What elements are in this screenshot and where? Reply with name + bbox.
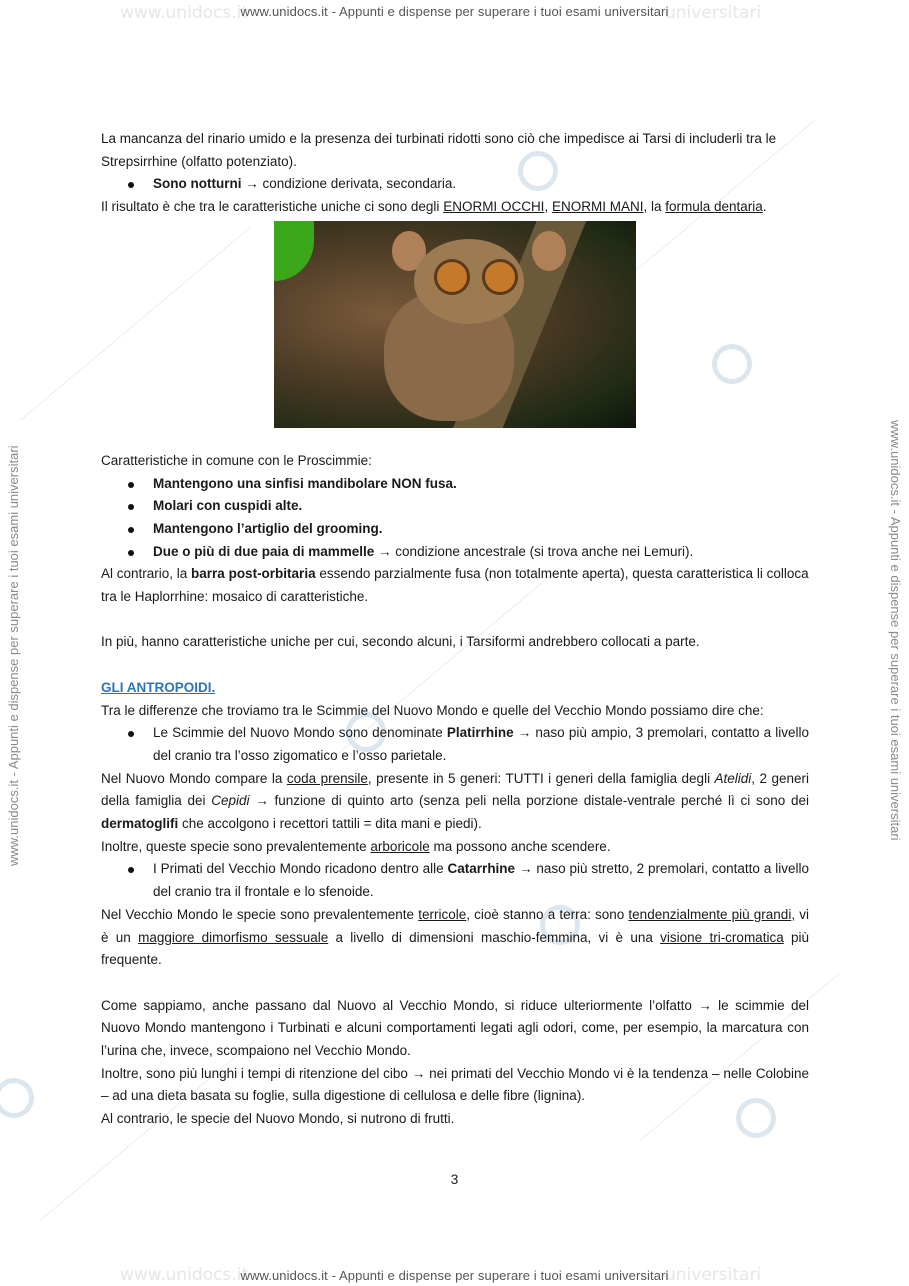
watermark-right-vertical: www.unidocs.it - Appunti e dispense per superare i tuoi esami universitari <box>888 420 903 841</box>
watermark-logo-icon <box>0 1078 34 1118</box>
watermark-ghost-left-bottom: www.unidocs.it <box>120 1265 249 1285</box>
bullet-icon <box>128 504 134 510</box>
paragraph: Inoltre, sono più lunghi i tempi di ritenzione del cibo → nei primati del Vecchio Mondo vi è la tendenza – nelle Colobine – ad una dieta basata su foglie, sulla digestione di cellulosa e delle fibre (lignina). <box>101 1065 809 1104</box>
paragraph <box>101 196 809 219</box>
bullet-bold: Due o più di due paia di mammelle <box>153 543 375 559</box>
paragraph <box>101 836 809 859</box>
paragraph <box>101 904 809 972</box>
underlined-term: formula dentaria <box>665 199 763 215</box>
underlined-term: ENORMI MANI <box>551 199 644 215</box>
text-run: ma possono anche scendere. <box>429 838 611 854</box>
bullet-icon <box>128 867 134 873</box>
bullet-icon <box>128 550 134 556</box>
underlined-term: coda prensile <box>286 770 368 786</box>
underlined-term: ENORMI OCCHI <box>443 199 545 215</box>
text-run: , <box>544 199 552 215</box>
text-run: . <box>762 199 767 215</box>
bold-term: dermatoglifi <box>101 816 179 832</box>
bullet-icon <box>128 482 134 488</box>
text-run: I Primati del Vecchio Mondo ricadono dentro alle <box>153 861 448 877</box>
bullet-icon <box>128 527 134 533</box>
text-run: , la <box>643 199 666 215</box>
italic-term: Atelidi <box>714 770 752 786</box>
watermark-ghost-right: universitari <box>665 3 762 23</box>
bullet-text: Mantengono una sinfisi mandibolare NON fusa. <box>153 475 457 491</box>
text-run: → naso più ampio, 3 premolari, contatto a livello del cranio tra l’osso zigomatico e l’osso parietale. <box>153 725 809 763</box>
text-run: , presente in 5 generi: TUTTI i generi della famiglia degli <box>367 770 715 786</box>
paragraph: La mancanza del rinario umido e la presenza dei turbinati ridotti sono ciò che impedisce ai Tarsi di includerli tra le Strepsirrhine (olfatto potenziato). <box>101 131 777 169</box>
paragraph: Al contrario, le specie del Nuovo Mondo, si nutrono di frutti. <box>101 1111 455 1127</box>
paragraph <box>101 768 809 836</box>
text-run: Inoltre, queste specie sono prevalentemente <box>101 838 371 854</box>
section-heading <box>101 677 809 700</box>
italic-term: Cepidi <box>211 793 250 809</box>
text-run: , 2 generi della famiglia dei <box>101 770 809 809</box>
text-run: → naso più stretto, 2 premolari, contatto a livello del cranio tra il frontale e lo sfenoide. <box>153 861 809 900</box>
bullet-icon <box>128 731 134 737</box>
text-run: Le Scimmie del Nuovo Mondo sono denominate <box>153 725 447 741</box>
watermark-footer: www.unidocs.it - Appunti e dispense per superare i tuoi esami universitari <box>240 1268 669 1283</box>
underlined-term: arboricole <box>370 838 430 854</box>
bullet-icon <box>128 182 134 188</box>
paragraph: Come sappiamo, anche passano dal Nuovo al Vecchio Mondo, si riduce ulteriormente l’olfatto → le scimmie del Nuovo Mondo mantengono i Turbinati e alcuni comportamenti legati agli odori, come, per esempio, la marcatura con l’urina che, invece, scompaiono nel Vecchio Mondo. <box>101 997 809 1059</box>
bullet-item <box>101 858 809 903</box>
text-run: Nel Vecchio Mondo le specie sono prevalentemente <box>101 906 419 922</box>
paragraph: Tra le differenze che troviamo tra le Scimmie del Nuovo Mondo e quelle del Vecchio Mondo possiamo dire che: <box>101 702 764 718</box>
watermark-ghost-right-bottom: universitari <box>665 1265 762 1285</box>
bullet-item <box>101 473 809 496</box>
bullet-text: Mantengono l’artiglio del grooming. <box>153 520 383 536</box>
bullet-item <box>101 722 809 767</box>
text-run: Il risultato è che tra le caratteristiche uniche ci sono degli <box>101 199 444 215</box>
text-run: Al contrario, la <box>101 566 192 582</box>
underlined-term: tendenzialmente più grandi <box>628 906 792 922</box>
underlined-term: visione tri-cromatica <box>660 929 784 945</box>
bullet-item <box>101 495 809 518</box>
bold-term: barra post-orbitaria <box>191 566 316 582</box>
text-run: → funzione di quinto arto (senza peli nella porzione distale-ventrale perché lì ci sono dei <box>249 793 810 809</box>
bullet-item <box>101 173 809 196</box>
bullet-item <box>101 541 809 564</box>
watermark-header: www.unidocs.it - Appunti e dispense per superare i tuoi esami universitari <box>240 4 669 19</box>
bold-term: Platirrhine <box>446 725 514 741</box>
paragraph: Caratteristiche in comune con le Proscimmie: <box>101 452 372 468</box>
text-run: , vi è un <box>101 906 809 945</box>
tarsier-photo <box>274 221 636 428</box>
bold-term: Catarrhine <box>447 861 516 877</box>
bullet-text: → condizione derivata, secondaria. <box>241 176 457 192</box>
watermark-left-vertical: www.unidocs.it - Appunti e dispense per superare i tuoi esami universitari <box>6 445 21 866</box>
watermark-ghost-left: www.unidocs.it <box>120 3 249 23</box>
bullet-text: → condizione ancestrale (si trova anche nei Lemuri). <box>374 543 694 559</box>
underlined-term: maggiore dimorfismo sessuale <box>138 929 329 945</box>
bullet-item <box>101 518 809 541</box>
document-page <box>101 128 809 1131</box>
bullet-bold: Sono notturni <box>153 176 242 192</box>
text-run: Nel Nuovo Mondo compare la <box>101 770 287 786</box>
paragraph <box>101 563 809 608</box>
page-number: 3 <box>450 1172 459 1187</box>
text-run: che accolgono i recettori tattili = dita mani e piedi). <box>178 816 482 832</box>
heading-text: GLI ANTROPOIDI. <box>101 679 216 695</box>
text-run: , cioè stanno a terra: sono <box>466 906 629 922</box>
text-run: più frequente. <box>101 929 809 968</box>
underlined-term: terricole <box>418 906 467 922</box>
text-run: essendo parzialmente fusa (non totalmente aperta), questa caratteristica li colloca tra le Haplorrhine: mosaico di caratteristiche. <box>101 566 809 605</box>
text-run: a livello di dimensioni maschio-femmina, vi è una <box>328 929 661 945</box>
paragraph: In più, hanno caratteristiche uniche per cui, secondo alcuni, i Tarsiformi andrebbero collocati a parte. <box>101 634 700 650</box>
bullet-text: Molari con cuspidi alte. <box>153 498 303 514</box>
